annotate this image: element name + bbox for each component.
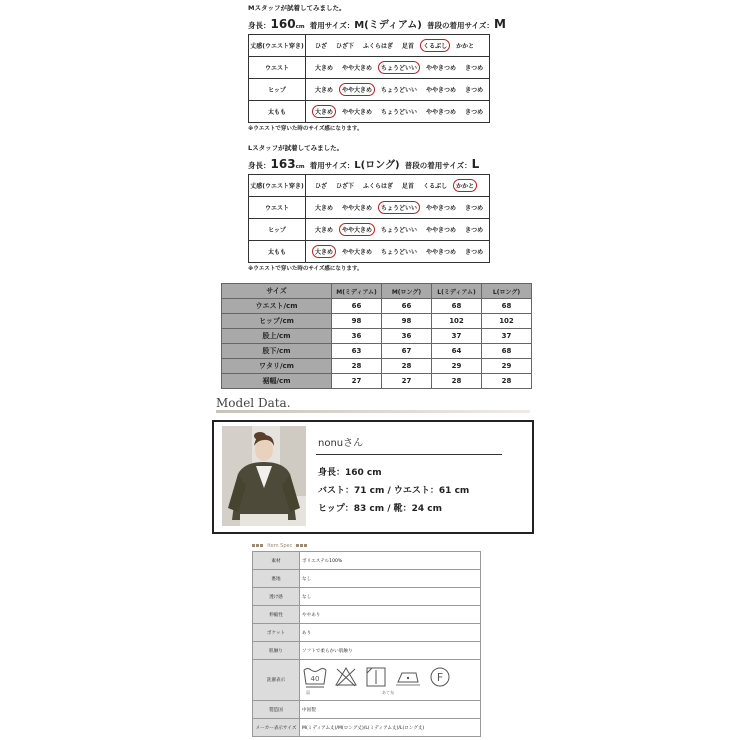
size-header-label: サイズ (222, 284, 332, 299)
size-cell: 98 (382, 314, 432, 329)
fit-option: ややきつめ (426, 87, 457, 94)
size-cell: 37 (432, 329, 482, 344)
size-row (222, 329, 532, 344)
fit-option: きつめ (465, 249, 484, 256)
fit-option-selected: 大きめ (312, 105, 336, 118)
fit-option: やや大きめ (342, 65, 373, 72)
fit-option-selected: かかと (453, 179, 477, 192)
spec-row (253, 606, 481, 624)
fit-option: 大きめ (315, 65, 334, 72)
fit-row (249, 197, 490, 219)
fit-option: 大きめ (315, 205, 334, 212)
spec-value: なし (300, 570, 481, 588)
item-spec-table (252, 551, 481, 737)
fit-row-label: 丈感(ウエスト穿き) (249, 175, 306, 197)
spec-row (253, 642, 481, 660)
model-stat-hip-shoe: ヒップ：83 cm / 靴：24 cm (318, 504, 443, 514)
fit-option: かかと (456, 43, 475, 50)
height-value: 160 (270, 17, 296, 31)
fit-option-selected: ちょうどいい (378, 201, 420, 214)
fit-option: ややきつめ (426, 109, 457, 116)
size-cell: 68 (482, 344, 532, 359)
fit-profile (248, 14, 506, 34)
spec-value: M(ミディアム丈)/M(ロング丈)/L(ミディアム丈)/L(ロング丈) (300, 719, 481, 737)
spec-value: なし (300, 588, 481, 606)
fit-option: ちょうどいい (381, 109, 418, 116)
spec-row-maker-size (253, 719, 481, 737)
fit-row-options (306, 197, 490, 219)
fit-option: 足首 (402, 43, 415, 50)
fit-option: やや大きめ (342, 249, 373, 256)
dry-clean-letter: F (436, 671, 444, 684)
size-cell: 36 (382, 329, 432, 344)
spec-key: 肌触り (253, 642, 300, 660)
size-cell: 29 (482, 359, 532, 374)
fit-option: ややきつめ (426, 205, 457, 212)
fit-option: きつめ (465, 205, 484, 212)
spec-key: メーカー表示サイズ (253, 719, 300, 737)
fit-option: ややきつめ (426, 65, 457, 72)
size-cell: 98 (332, 314, 382, 329)
fit-row-label: 丈感(ウエスト穿き) (249, 35, 306, 57)
care-note-1: 弱 (306, 690, 310, 695)
spec-value: ポリエステル100% (300, 552, 481, 570)
size-cell: 63 (332, 344, 382, 359)
fit-row-options (306, 175, 490, 197)
size-header-col: M(ロング) (382, 284, 432, 299)
fit-row-label: ヒップ (249, 219, 306, 241)
fit-row-options (306, 79, 490, 101)
fit-heading: Lスタッフが試着してみました。 (248, 144, 344, 152)
fit-option: きつめ (465, 65, 484, 72)
fit-row (249, 219, 490, 241)
fit-table (248, 34, 490, 123)
size-cell: 66 (332, 299, 382, 314)
fit-option: ちょうどいい (381, 87, 418, 94)
fit-row (249, 175, 490, 197)
fit-option: ちょうどいい (381, 249, 418, 256)
model-name-underline (316, 454, 502, 455)
spec-key: 製造国 (253, 701, 300, 719)
size-table-header (222, 284, 532, 299)
fit-option: ひざ下 (336, 43, 355, 50)
size-value: L(ロング) (354, 160, 400, 171)
fit-row-label: 太もも (249, 101, 306, 123)
spec-row (253, 624, 481, 642)
fit-row-label: ウエスト (249, 197, 306, 219)
wash-40-icon (302, 664, 328, 690)
size-row (222, 344, 532, 359)
hang-dry-icon (364, 665, 388, 689)
fit-heading: Mスタッフが試着してみました。 (248, 4, 346, 12)
fit-option: くるぶし (423, 183, 448, 190)
fit-option-selected: くるぶし (420, 39, 450, 52)
fit-row (249, 35, 490, 57)
usual-size-value: L (471, 157, 480, 171)
fit-option: きつめ (465, 87, 484, 94)
size-row-label: ウエスト/cm (222, 299, 332, 314)
fit-row-options (306, 101, 490, 123)
fit-option: 足首 (402, 183, 415, 190)
size-cell: 28 (382, 359, 432, 374)
size-cell: 68 (432, 299, 482, 314)
fit-option: ふくらはぎ (363, 43, 394, 50)
size-row-label: ワタリ/cm (222, 359, 332, 374)
fit-option: ちょうどいい (381, 227, 418, 234)
size-header-col: L(ミディアム) (432, 284, 482, 299)
model-card (212, 420, 534, 534)
size-label: 着用サイズ： (309, 161, 355, 170)
usual-size-value: M (493, 17, 506, 31)
iron-low-icon (394, 665, 422, 689)
model-data-title: Model Data. (216, 396, 291, 410)
fit-option: やや大きめ (342, 205, 373, 212)
wash-temp: 40 (310, 675, 320, 683)
size-row-label: 裾幅/cm (222, 374, 332, 389)
fit-option: ふくらはぎ (363, 183, 394, 190)
size-cell: 27 (382, 374, 432, 389)
size-cell: 68 (482, 299, 532, 314)
model-stat-height: 身長：160 cm (318, 468, 382, 478)
fit-section-m (248, 2, 506, 135)
spec-value: ソフトで柔らかい肌触り (300, 642, 481, 660)
size-label: 着用サイズ： (309, 21, 355, 30)
fit-row-label: ヒップ (249, 79, 306, 101)
fit-option-selected: やや大きめ (339, 223, 375, 236)
model-title-underline (216, 410, 530, 413)
size-cell: 28 (432, 374, 482, 389)
size-cell: 28 (482, 374, 532, 389)
fit-row-label: ウエスト (249, 57, 306, 79)
fit-note: ※ウエストで穿いた時のサイズ感になります。 (248, 126, 363, 132)
care-note-2: あて布 (382, 690, 394, 695)
care-symbols (300, 660, 481, 701)
fit-option: ややきつめ (426, 227, 457, 234)
size-row-label: ヒップ/cm (222, 314, 332, 329)
height-label: 身長： (248, 21, 271, 30)
size-cell: 102 (432, 314, 482, 329)
model-name: nonuさん (318, 438, 364, 449)
fit-row-options (306, 219, 490, 241)
size-header-col: L(ロング) (482, 284, 532, 299)
spec-row (253, 552, 481, 570)
dry-clean-f-icon (428, 665, 452, 689)
size-value: M(ミディアム) (354, 20, 422, 31)
fit-row-label: 太もも (249, 241, 306, 263)
spec-key: ポケット (253, 624, 300, 642)
size-row-label: 股下/cm (222, 344, 332, 359)
size-row (222, 314, 532, 329)
fit-option: ひざ下 (336, 183, 355, 190)
size-cell: 37 (482, 329, 532, 344)
model-photo (222, 426, 306, 526)
fit-note: ※ウエストで穿いた時のサイズ感になります。 (248, 266, 363, 272)
size-cell: 28 (332, 359, 382, 374)
height-unit: cm (295, 24, 305, 30)
size-cell: 102 (482, 314, 532, 329)
spec-row (253, 570, 481, 588)
height-label: 身長： (248, 161, 271, 170)
fit-option: ひざ (315, 43, 328, 50)
fit-table (248, 174, 490, 263)
fit-option-selected: やや大きめ (339, 83, 375, 96)
size-cell: 27 (332, 374, 382, 389)
fit-option-selected: 大きめ (312, 245, 336, 258)
size-cell: 29 (432, 359, 482, 374)
spec-key: 洗濯表示 (253, 660, 300, 701)
fit-row (249, 101, 490, 123)
spec-row-origin (253, 701, 481, 719)
fit-option: 大きめ (315, 227, 334, 234)
fit-option: きつめ (465, 109, 484, 116)
fit-option-selected: ちょうどいい (378, 61, 420, 74)
fit-option: ややきつめ (426, 249, 457, 256)
size-row (222, 359, 532, 374)
fit-row-options (306, 57, 490, 79)
fit-profile (248, 154, 490, 174)
fit-row (249, 241, 490, 263)
size-cell: 64 (432, 344, 482, 359)
fit-section-l (248, 142, 490, 275)
fit-option: 大きめ (315, 87, 334, 94)
spec-key: 素材 (253, 552, 300, 570)
model-illustration-icon (222, 426, 306, 526)
spec-row-care (253, 660, 481, 701)
fit-row-options (306, 35, 490, 57)
height-unit: cm (295, 164, 305, 170)
height-value: 163 (270, 157, 296, 171)
size-table (221, 283, 532, 389)
no-bleach-icon (334, 665, 358, 689)
size-cell: 36 (332, 329, 382, 344)
spec-row (253, 588, 481, 606)
spec-key: 透け感 (253, 588, 300, 606)
usual-size-label: 普段の着用サイズ： (427, 21, 494, 30)
spec-value: あり (300, 624, 481, 642)
size-row (222, 299, 532, 314)
usual-size-label: 普段の着用サイズ： (404, 161, 472, 170)
size-cell: 66 (382, 299, 432, 314)
fit-option: ひざ (315, 183, 328, 190)
item-spec-heading (252, 543, 308, 549)
spec-key: 裏地 (253, 570, 300, 588)
fit-row-options (306, 241, 490, 263)
spec-value: ややあり (300, 606, 481, 624)
size-row-label: 股上/cm (222, 329, 332, 344)
size-header-col: M(ミディアム) (332, 284, 382, 299)
size-cell: 67 (382, 344, 432, 359)
spec-value: 中国製 (300, 701, 481, 719)
fit-row (249, 57, 490, 79)
fit-option: きつめ (465, 227, 484, 234)
item-spec-title: Item Spec (267, 543, 293, 549)
fit-option: やや大きめ (342, 109, 373, 116)
spec-key: 伸縮性 (253, 606, 300, 624)
model-stat-bust-waist: バスト：71 cm / ウエスト：61 cm (318, 486, 470, 496)
fit-row (249, 79, 490, 101)
size-row (222, 374, 532, 389)
